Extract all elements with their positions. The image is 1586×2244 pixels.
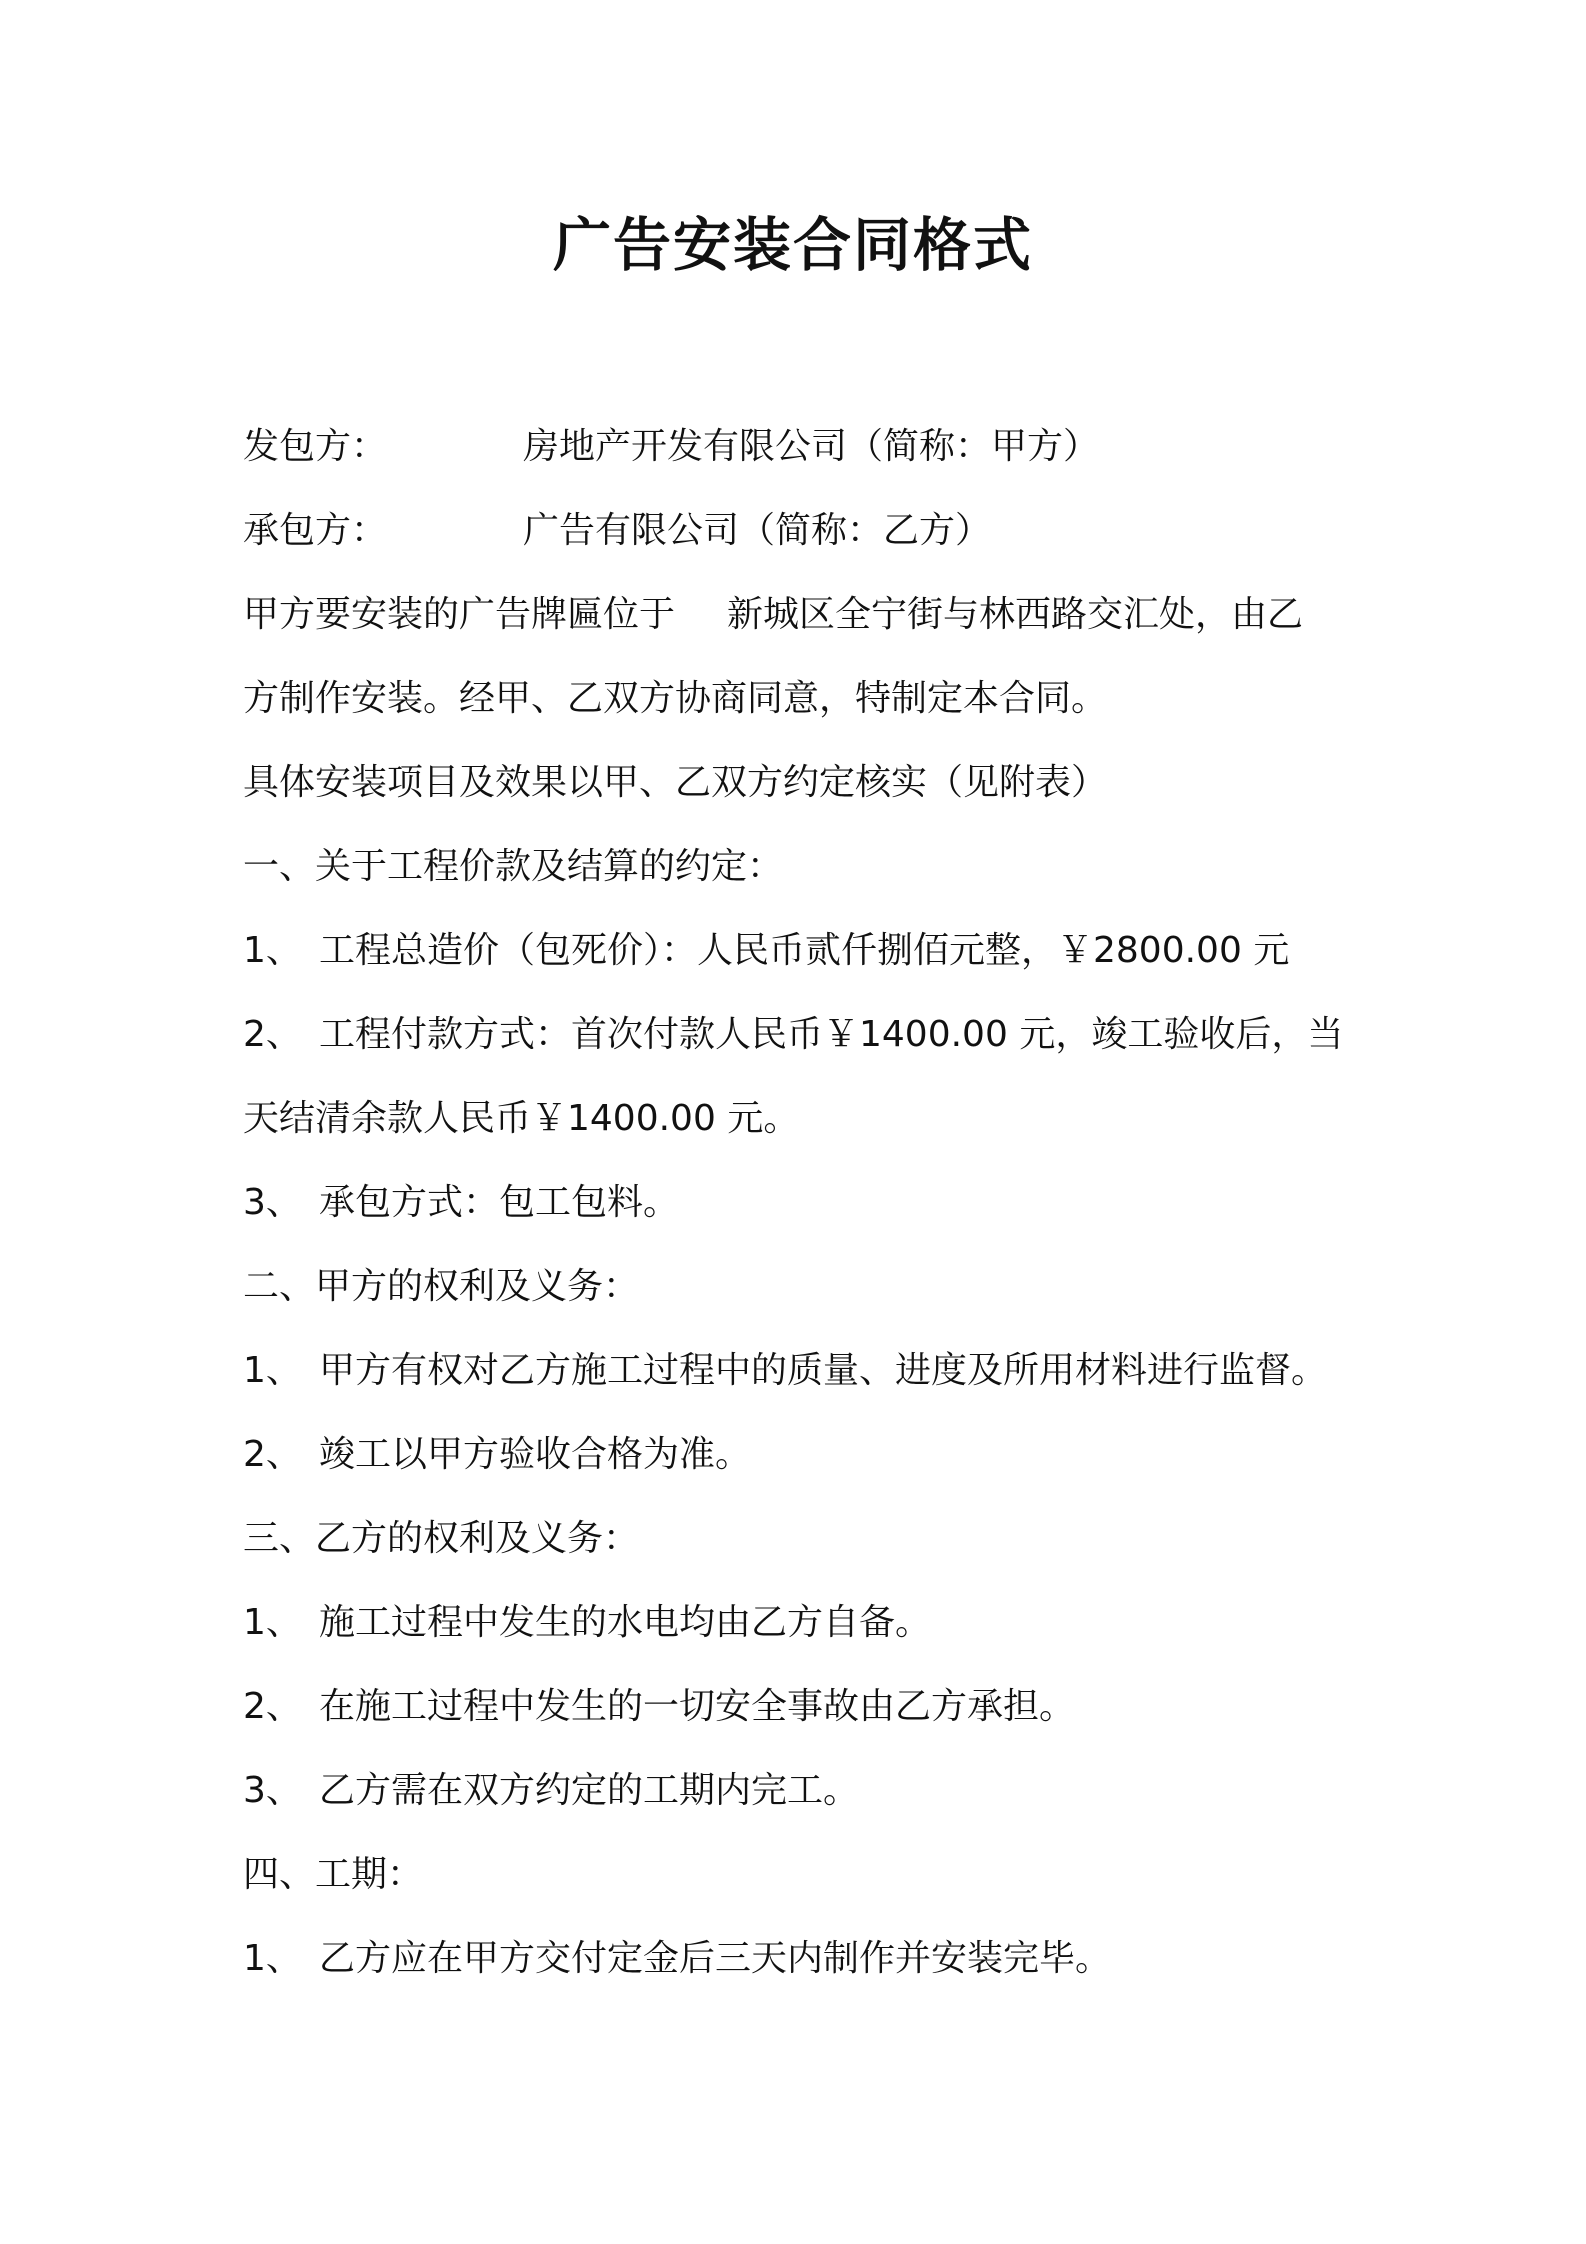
item-number: 3、: [243, 1770, 302, 1811]
item-text: 在施工过程中发生的一切安全事故由乙方承担。: [319, 1686, 1076, 1727]
party-b-value: 广告有限公司（简称：乙方）: [523, 510, 992, 551]
item-number: 1、: [243, 1938, 302, 1979]
item-number: 1、: [243, 1350, 302, 1391]
item-number: 1、: [243, 930, 302, 971]
party-a-value: 房地产开发有限公司（简称：甲方）: [523, 426, 1100, 467]
item-text: 施工过程中发生的水电均由乙方自备。: [319, 1602, 932, 1643]
section-3-item: [243, 1581, 1373, 1665]
section-2-heading: 二、甲方的权利及义务：: [243, 1266, 640, 1307]
item-text: 工程付款方式：首次付款人民币￥1400.00 元，竣工验收后，当: [319, 1014, 1344, 1055]
item-text: 甲方有权对乙方施工过程中的质量、进度及所用材料进行监督。: [319, 1350, 1328, 1391]
intro-line-2: 方制作安装。经甲、乙双方协商同意，特制定本合同。: [243, 678, 1108, 719]
item-text: 承包方式：包工包料。: [319, 1182, 680, 1223]
item-text: 竣工以甲方验收合格为准。: [319, 1434, 752, 1475]
item-text: 乙方需在双方约定的工期内完工。: [319, 1770, 860, 1811]
party-b-label: 承包方：: [243, 510, 388, 551]
item-text: 工程总造价（包死价）：人民币贰仟捌佰元整，￥2800.00 元: [319, 930, 1290, 971]
section-1-item: [243, 1161, 1373, 1245]
section-1-item: [243, 909, 1373, 993]
party-a-line: [243, 405, 1373, 489]
section-1-heading: 一、关于工程价款及结算的约定：: [243, 846, 784, 887]
party-a-label: 发包方：: [243, 426, 388, 467]
section-1-item: [243, 993, 1373, 1077]
section-2-item: [243, 1413, 1373, 1497]
section-3-item: [243, 1665, 1373, 1749]
intro-line-1: [243, 573, 1373, 657]
item-number: 2、: [243, 1014, 302, 1055]
item-number: 2、: [243, 1434, 302, 1475]
section-1-item-continuation: 天结清余款人民币￥1400.00 元。: [243, 1098, 800, 1139]
item-number: 3、: [243, 1182, 302, 1223]
item-text: 乙方应在甲方交付定金后三天内制作并安装完毕。: [319, 1938, 1112, 1979]
item-number: 1、: [243, 1602, 302, 1643]
party-b-line: [243, 489, 1373, 573]
section-4-heading: 四、工期：: [243, 1854, 424, 1895]
item-number: 2、: [243, 1686, 302, 1727]
section-4-item: [243, 1917, 1373, 2001]
intro-location: 新城区全宁街与林西路交汇处，由乙: [727, 594, 1304, 635]
document-title: 广告安装合同格式: [552, 211, 1033, 279]
section-2-item: [243, 1329, 1373, 1413]
intro-location-prefix: 甲方要安装的广告牌匾位于: [243, 594, 676, 635]
section-3-item: [243, 1749, 1373, 1833]
section-3-heading: 三、乙方的权利及义务：: [243, 1518, 640, 1559]
specific-items-line: 具体安装项目及效果以甲、乙双方约定核实（见附表）: [243, 762, 1108, 803]
document-body: [243, 405, 1373, 2001]
